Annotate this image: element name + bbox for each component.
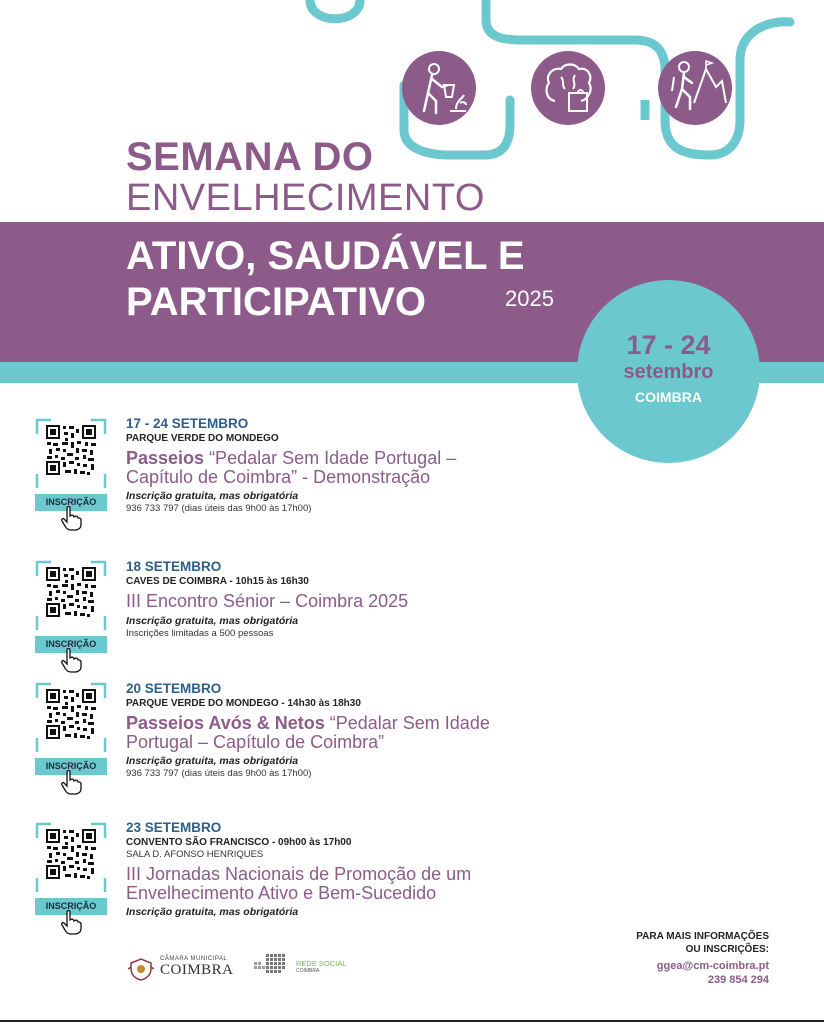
- info-phone: 239 854 294: [707, 974, 769, 986]
- event-1-registration[interactable]: [35, 418, 107, 533]
- rede-social-sub-label: COIMBRA: [296, 968, 320, 974]
- event-title: III Jornadas Nacionais de Promoção de um: [126, 864, 472, 884]
- info-email-link[interactable]: ggea@cm-coimbra.pt: [656, 960, 769, 972]
- event-note: Inscrição gratuita, mas obrigatória: [126, 615, 299, 627]
- event-date: 17 - 24 SETEMBRO: [126, 416, 249, 431]
- pointer-hand-icon: [61, 648, 82, 673]
- event-title-line2: Capítulo de Coimbra” - Demonstração: [126, 467, 431, 487]
- info-line-2: OU INSCRIÇÕES:: [685, 944, 769, 955]
- event-note: Inscrição gratuita, mas obrigatória: [126, 755, 299, 767]
- event-contact: 936 733 797 (dias úteis das 9h00 às 17h00): [126, 768, 312, 779]
- event-subplace: SALA D. AFONSO HENRIQUES: [126, 849, 264, 860]
- hiker-mountain-icon: [658, 51, 732, 125]
- event-3-registration[interactable]: [35, 682, 107, 797]
- event-3: [126, 681, 490, 780]
- event-title-line2: Envelhecimento Ativo e Bem-Sucedido: [126, 883, 437, 903]
- coat-of-arms-icon: [128, 957, 154, 981]
- qr-code-icon[interactable]: [45, 828, 97, 880]
- inscricao-button[interactable]: INSCRIÇÃO: [35, 898, 107, 915]
- event-1: [126, 416, 456, 515]
- date-badge-month: setembro: [623, 361, 714, 383]
- event-date: 18 SETEMBRO: [126, 559, 222, 574]
- inscricao-button[interactable]: INSCRIÇÃO: [35, 494, 107, 511]
- event-note: Inscrição gratuita, mas obrigatória: [126, 906, 299, 918]
- event-title: Passeios “Pedalar Sem Idade Portugal –: [126, 448, 457, 468]
- event-title: Passeios Avós & Netos “Pedalar Sem Idade: [126, 713, 490, 733]
- title-line-1: SEMANA DO: [126, 135, 374, 179]
- cm-small-label: CÂMARA MUNICIPAL: [160, 956, 228, 962]
- event-place: PARQUE VERDE DO MONDEGO: [126, 433, 279, 444]
- event-contact: 936 733 797 (dias úteis das 9h00 às 17h00): [126, 503, 312, 514]
- brain-puzzle-icon: [531, 51, 605, 125]
- date-badge: [577, 280, 760, 463]
- qr-code-icon[interactable]: [45, 424, 97, 476]
- event-contact: Inscrições limitadas a 500 pessoas: [126, 628, 274, 639]
- event-title: III Encontro Sénior – Coimbra 2025: [126, 591, 409, 611]
- event-2-registration[interactable]: [35, 560, 107, 675]
- inscricao-button[interactable]: INSCRIÇÃO: [35, 758, 107, 775]
- title-line-4: PARTICIPATIVO: [126, 280, 426, 324]
- info-line-1: PARA MAIS INFORMAÇÕES: [636, 931, 769, 942]
- event-4-registration[interactable]: [35, 822, 107, 937]
- event-place: CONVENTO SÃO FRANCISCO - 09h00 às 17h00: [126, 837, 352, 848]
- title-line-3: ATIVO, SAUDÁVEL E: [126, 234, 525, 278]
- rede-social-label: REDE SOCIAL: [296, 959, 347, 968]
- bottom-divider: [0, 1020, 824, 1022]
- event-2: [126, 559, 408, 640]
- event-note: Inscrição gratuita, mas obrigatória: [126, 490, 299, 502]
- gardening-person-icon: [402, 51, 476, 125]
- pointer-hand-icon: [61, 910, 82, 935]
- event-title-line2: Portugal – Capítulo de Coimbra”: [126, 732, 385, 752]
- event-place: CAVES DE COIMBRA - 10h15 às 16h30: [126, 576, 309, 587]
- pointer-hand-icon: [61, 770, 82, 795]
- info-block: [636, 930, 769, 987]
- date-badge-dates: 17 - 24: [626, 330, 711, 360]
- qr-code-icon[interactable]: [45, 688, 97, 740]
- event-4: [126, 820, 471, 919]
- rede-social-grid-icon: [254, 950, 294, 974]
- cm-big-label: COIMBRA: [160, 962, 234, 978]
- event-place: PARQUE VERDE DO MONDEGO - 14h30 às 18h30: [126, 698, 361, 709]
- inscricao-button[interactable]: INSCRIÇÃO: [35, 636, 107, 653]
- date-badge-city: COIMBRA: [635, 389, 702, 405]
- event-date: 23 SETEMBRO: [126, 820, 222, 835]
- qr-code-icon[interactable]: [45, 566, 97, 618]
- event-date: 20 SETEMBRO: [126, 681, 222, 696]
- title-year: 2025: [505, 286, 554, 311]
- title-line-2: ENVELHECIMENTO: [126, 177, 485, 219]
- pointer-hand-icon: [61, 506, 82, 531]
